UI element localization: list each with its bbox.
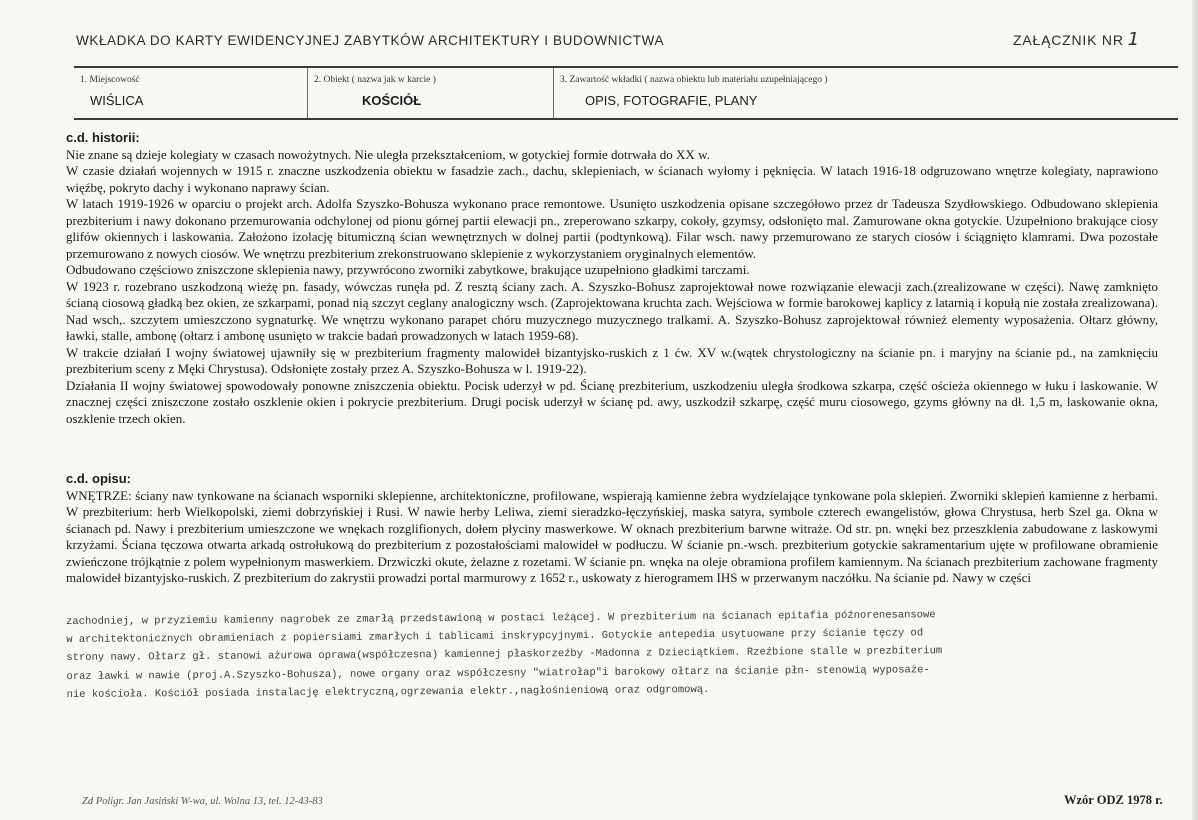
object-value: KOŚCIÓŁ (362, 93, 422, 108)
form-model: Wzór ODZ 1978 r. (1064, 793, 1163, 807)
history-paragraph: Nie znane są dzieje kolegiaty w czasach nowożytnych. Nie uległa przekształceniom, w gotyckiej formie dotrwała do XX w. (66, 146, 710, 162)
annex-number-value: 1 (1127, 29, 1140, 50)
locality-cell (74, 68, 305, 118)
history-paragraph: Działania II wojny światowej spowodowały ponowne zniszczenia obiektu. Pocisk uderzył w pd. Ścianę prezbiterium, uszkodzeniu uległa środkowa szkarpa, część ościeża okiennego w łuku i laskowanie. W znacznej części zniszczone zostało oszklenie okien i pokrycie prezbiterium. Drugi pocisk uderzył w ścianę pd. awy, uszkodził szkarpę, część muru ciosowego, gzyms główny na dł. 1,5 m, laskowanie okna, oszklenie trzech okien. (66, 377, 1158, 426)
history-heading: c.d. historii: (66, 130, 140, 145)
description-heading: c.d. opisu: (66, 471, 131, 486)
history-paragraph: W trakcie działań I wojny światowej ujawniły się w prezbiterium fragmenty malowideł bizantyjsko-ruskich z 1 ćw. XV w.(wątek chrystologiczny na ścianie pn. i maryjny na ścianie pd., na zamknięciu prezbiterium sceny z Męki Chrystusa). Odsłonięte zostały przez A. Szyszko-Bohusza w l. 1919-22). (66, 344, 1158, 376)
content-value: OPIS, FOTOGRAFIE, PLANY (585, 93, 758, 108)
locality-label: 1. Miejscowość (80, 75, 140, 85)
history-paragraph: W latach 1919-1926 w oparciu o projekt arch. Adolfa Szyszko-Bohusza wykonano prace remontowe. Usunięto uszkodzenia opisane szczegółowo przez dr Tadeusza Szydłowskiego. Odbudowano sklepienia prezbiterium i nawy dokonano przemurowania odchylonej od pionu górnej partii elewacji pn., zreperowano szkarpy, cokoły, gzymsy, odsłonięto mal. Zamurowane okna gotyckie. Uzupełniono brakujące ciosy glifów okiennych i laskowania. Założono izolację bitumiczną ścian wewnętrznych w dolnej partii (podtynkową). Filar wsch. nawy przemurowano ze starych ciosów i ściągnięto klamrami. Dwa pozostałe przemurowano z nowych ciosów. We wnętrzu prezbiterium zrekonstruowano sklepienie z wykorzystaniem oryginalnych elementów. (66, 196, 1158, 261)
form-title: WKŁADKA DO KARTY EWIDENCYJNEJ ZABYTKÓW ARCHITEKTURY I BUDOWNICTWA (76, 33, 665, 48)
history-paragraph: W czasie działań wojennych w 1915 r. znaczne uszkodzenia obiektu w fasadzie zach., dachu, sklepieniach, w ścianach wyłomy i pęknięcia. W latach 1916-18 odgruzowano wnętrze kolegiaty, naprawiono więźbę, pokryto dachy i wykonano naprawy ścian. (66, 163, 1158, 195)
typewritten-continuation: zachodniej, w przyziemiu kamienny nagrobek ze zmarłą przedstawioną w postaci leżącej. W prezbiterium na ścianach epitafia późnorenesansowe w architektonicznych obramieniach z popiersiami zmarłych i tablicami inskrypcyjnymi. Gotyckie antepedia usytuowane przy ścianie tęczy od strony nawy. Ołtarz gł. stanowi ażurowa oprawa(współczesna) kamiennej płaskorzeźby -Madonna z Dzieciątkiem. Rzeźbione stalle w prezbiterium oraz ławki w nawie (proj.A.Szyszko-Bohusza), nowe organy oraz współczesny "wiatrołap"i barokowy ołtarz na ścianie płn- stenowią wyposaże- nie kościoła. Kościół posiada instalację elektryczną,ogrzewania elektr.,nagłośnieniową oraz odgromową. (66, 609, 943, 701)
content-label: 3. Zawartość wkładki ( nazwa obiektu lub materiału uzupełniającego ) (560, 75, 828, 85)
history-paragraph: Odbudowano częściowo zniszczone sklepienia nawy, przywrócono zworniki zabytkowe, brakujące uzupełniono gładkimi tarczami. (66, 262, 750, 277)
locality-value: WIŚLICA (90, 93, 144, 108)
printer-imprint: Zd Poligr. Jan Jasiński W-wa, ul. Wolna 13, tel. 12-43-83 (82, 796, 323, 807)
history-paragraph: W 1923 r. rozebrano uszkodzoną wieżę pn. fasady, wówczas runęła pd. Z resztą ściany zach. A. Szyszko-Bohusz zaprojektował nowe rozwiązanie elewacji zach.(zrealizowane w części). Nawę zamknięto ścianą ciosową gładką bez okien, ze szkarpami, ponad nią szczyt ceglany analogiczny wsch. (Zaprojektowana kruchta zach. Wejściowa w formie barokowej kaplicy z latarnią i kopułą nie została zrealizowana). Nad wsch,. szczytem umieszczono sygnaturkę. We wnętrzu wykonano parapet chóru muzycznego muzycznego tralkami. A. Szyszko-Bohusz zaprojektował również elementy wyposażenia. Ołtarz główny, ławki, stalle, ambonę (ołtarz i ambonę usunięto w trakcie badań prowadzonych w latach 1959-68). (66, 278, 1158, 343)
info-box (74, 66, 1178, 120)
annex-number (1013, 29, 1140, 50)
description-paragraph: WNĘTRZE: ściany naw tynkowane na ścianach wsporniki sklepienne, architektoniczne, profilowane, wspierają kamienne żebra wydzielające tynkowane pola sklepień. Zworniki sklepień kamienne z herbami. W prezbiterium: herb Wielkopolski, ziemi dobrzyńskiej i Rusi. W nawie herby Leliwa, ziemi sieradzko-łęczyńskiej, maska satyra, symbole czterech ewangelistów, głowa Chrystusa, herb Szel ga. Okna w ścianach pd. Nawy i prezbiterium umieszczone we wnękach rozglifionych, dołem płyciny maswerkowe. W oknach prezbiterium barwne witraże. Od str. pn. wnęki bez przeszklenia zabudowane z laskowymi krzyżami. Ściana tęczowa otwarta arkadą ostrołukową do prezbiterium z pozostałościami malowideł w podłuczu. W ścianie pn.-wsch. prezbiterium gotyckie sakramentarium ujęte w profilowane obramienie zwieńczone trójkątnie z polem wypełnionym maswerkiem. Drzwiczki okute, żelazne z rozetami. W ścianie pn. wnęka na oleje obramiona profilem kamiennym. Na ścianach prezbiterium zachowane fragmenty malowideł bizantyjsko-ruskich. Z prezbiterium do zakrystii prowadzi portal marmurowy z 1652 r., uskowaty z hierogramem IHS w przerwanym naczółku. Na ścianie pd. Nawy w części (66, 487, 1158, 585)
object-label: 2. Obiekt ( nazwa jak w karcie ) (314, 75, 436, 85)
history-section (66, 130, 1158, 427)
object-cell (307, 68, 552, 118)
description-section (66, 471, 1158, 587)
annex-label: ZAŁĄCZNIK NR (1013, 32, 1124, 48)
page-edge (1192, 0, 1198, 820)
content-cell (553, 68, 1179, 118)
